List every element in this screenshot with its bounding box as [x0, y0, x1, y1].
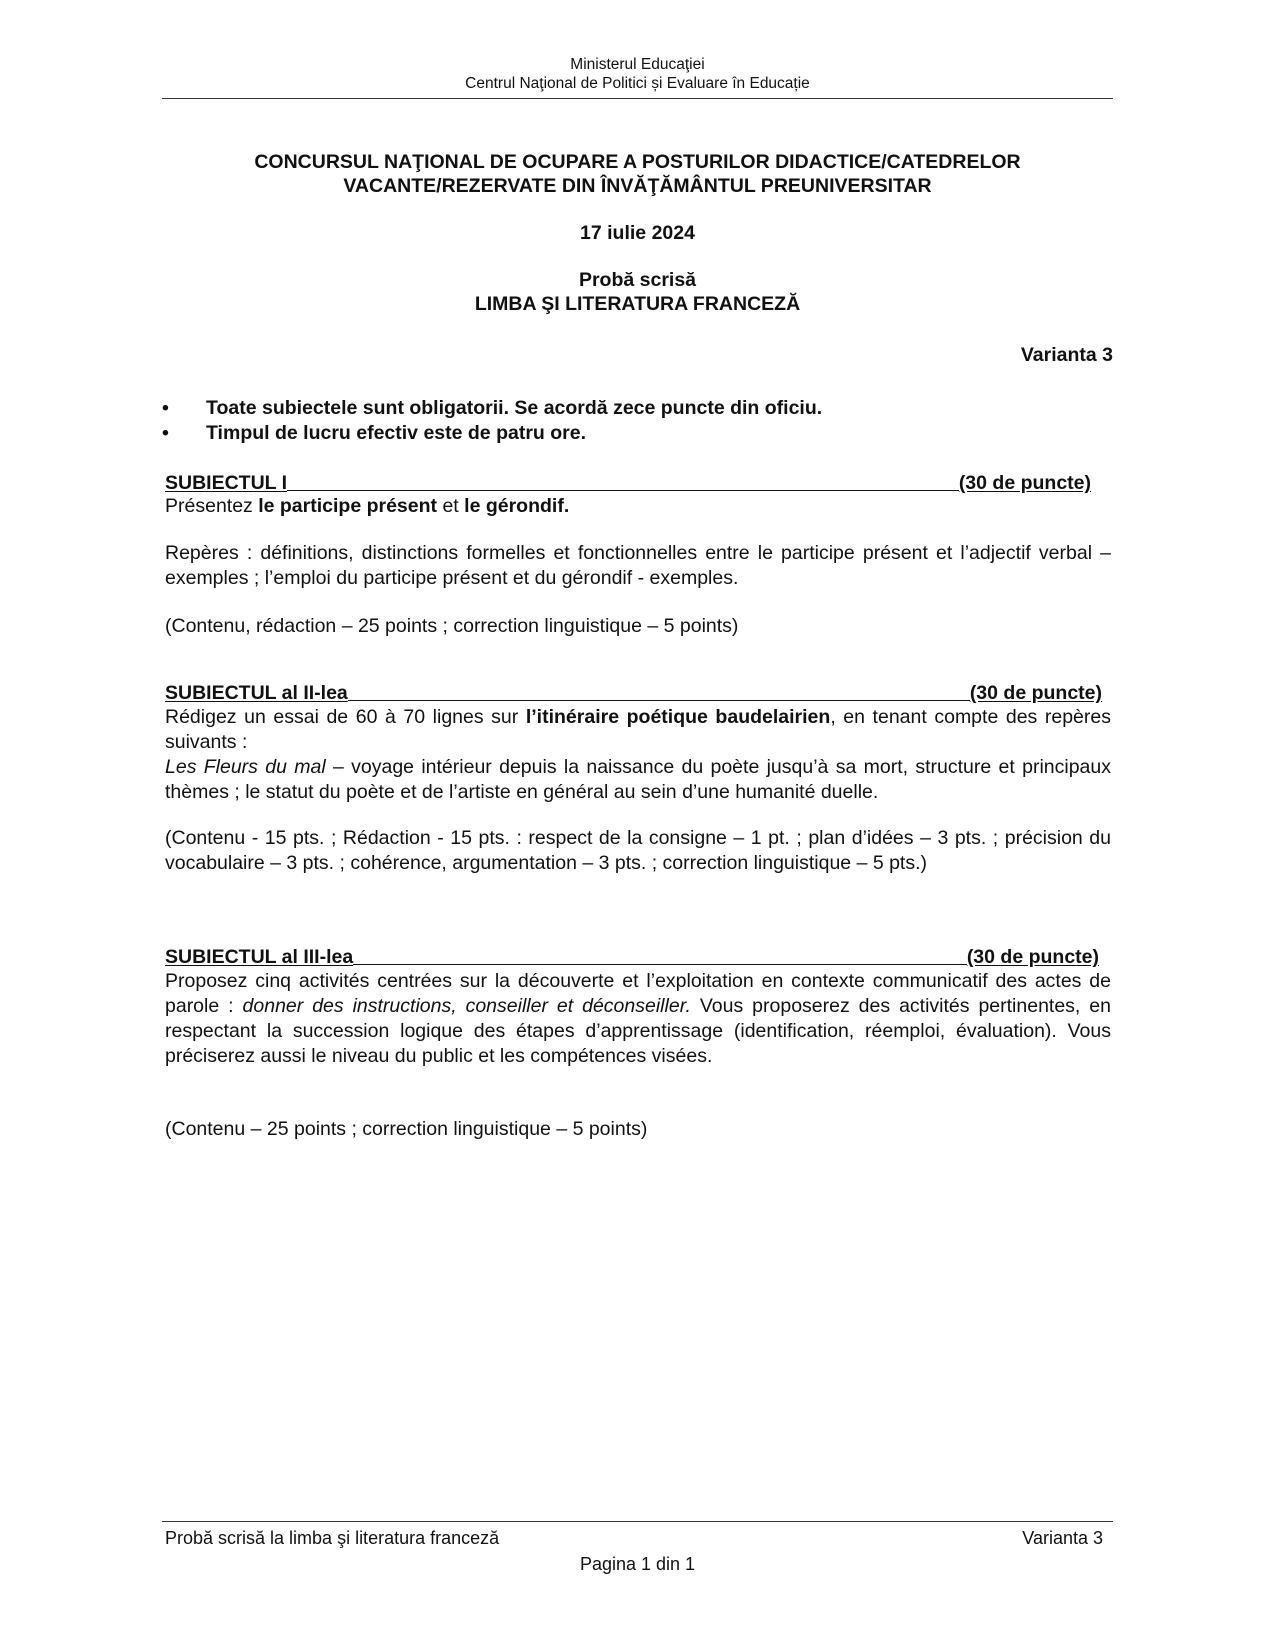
- instruction-item: [162, 421, 1113, 446]
- task-text: Présentez: [165, 495, 259, 517]
- heading-underline: [353, 946, 967, 965]
- subject-1-scoring: (Contenu, rédaction – 25 points ; correction linguistique – 5 points): [165, 615, 739, 637]
- task-italic: donner des instructions, conseiller et déconseiller.: [242, 995, 691, 1017]
- header-ministry: Ministerul Educaţiei: [570, 56, 705, 73]
- subject-2-task: [165, 705, 1111, 805]
- header-divider: [162, 98, 1113, 99]
- instruction-text: Toate subiectele sunt obligatorii. Se acordă zece puncte din oficiu.: [206, 397, 823, 419]
- task-bold-2: le gérondif.: [464, 495, 570, 517]
- header-center: Centrul Naţional de Politici și Evaluare în Educație: [465, 75, 810, 92]
- task-bold-1: le participe présent: [258, 495, 438, 517]
- task-text: et: [437, 495, 465, 517]
- title-line-1: CONCURSUL NAŢIONAL DE OCUPARE A POSTURILOR DIDACTICE/CATEDRELOR: [254, 151, 1021, 173]
- footer-divider: [162, 1521, 1113, 1522]
- subject-1-task: [165, 494, 1111, 519]
- subject-2-points: (30 de puncte): [969, 682, 1102, 704]
- subject-1-heading: [165, 472, 1091, 494]
- instruction-item: [162, 396, 1113, 421]
- work-title: Les Fleurs du mal: [165, 756, 326, 778]
- bullet-icon: •: [162, 422, 169, 444]
- footer-left: Probă scrisă la limba şi literatura franceză: [165, 1528, 500, 1548]
- subject-3-points: (30 de puncte): [966, 946, 1099, 968]
- bullet-icon: •: [162, 397, 169, 419]
- page-number: Pagina 1 din 1: [579, 1554, 696, 1574]
- heading-underline: [287, 472, 959, 491]
- footer-variant: Varianta 3: [1022, 1528, 1103, 1548]
- subject-3-title: SUBIECTUL al III-lea: [165, 946, 354, 968]
- subject-3-heading: [165, 946, 1099, 968]
- work-description: – voyage intérieur depuis la naissance du poète jusqu’à sa mort, structure et principaux thèmes ; le statut du poète et de l’artiste en général au sein d’une humanité duelle.: [165, 756, 1111, 803]
- exam-subject: LIMBA ŞI LITERATURA FRANCEZĂ: [474, 293, 801, 315]
- instruction-text: Timpul de lucru efectiv este de patru ore.: [206, 422, 586, 444]
- task-text: Proposez cinq activités centrées sur la découverte et l’exploitation en contexte communicatif des actes de parole :: [165, 970, 1111, 1017]
- instructions-list: [162, 396, 1113, 446]
- subject-1-reperes: Repères : définitions, distinctions formelles et fonctionnelles entre le participe présent et l’adjectif verbal – exemples ; l’emploi du participe présent et du gérondif - exemples.: [165, 542, 1111, 589]
- task-text: Rédigez un essai de 60 à 70 lignes sur: [165, 706, 526, 728]
- task-text: Vous proposerez des activités pertinentes, en respectant la succession logique des étapes d’apprentissage (identification, réemploi, évaluation). Vous préciserez aussi le niveau du public et les compétences visées.: [165, 995, 1111, 1067]
- subject-1-points: (30 de puncte): [958, 472, 1091, 494]
- exam-type: Probă scrisă: [578, 269, 697, 291]
- title-line-2: VACANTE/REZERVATE DIN ÎNVĂŢĂMÂNTUL PREUNIVERSITAR: [343, 175, 932, 197]
- subject-2-title: SUBIECTUL al II-lea: [165, 682, 348, 704]
- exam-date: 17 iulie 2024: [580, 222, 695, 244]
- subject-1-title: SUBIECTUL I: [165, 472, 288, 494]
- subject-2-heading: [165, 682, 1102, 704]
- subject-2-scoring: (Contenu - 15 pts. ; Rédaction - 15 pts. : respect de la consigne – 1 pt. ; plan d’idées – 3 pts. ; précision du vocabulaire – 3 pts. ; cohérence, argumentation – 3 pts. ; correction linguistique – 5 pts.): [165, 827, 1111, 874]
- task-bold: l’itinéraire poétique baudelairien: [525, 706, 831, 728]
- subject-3-scoring: (Contenu – 25 points ; correction linguistique – 5 points): [165, 1118, 648, 1140]
- subject-3-task: [165, 969, 1111, 1069]
- heading-underline: [348, 682, 970, 701]
- variant-label: Varianta 3: [1020, 344, 1113, 366]
- task-text: , en tenant compte des repères suivants :: [165, 706, 1111, 753]
